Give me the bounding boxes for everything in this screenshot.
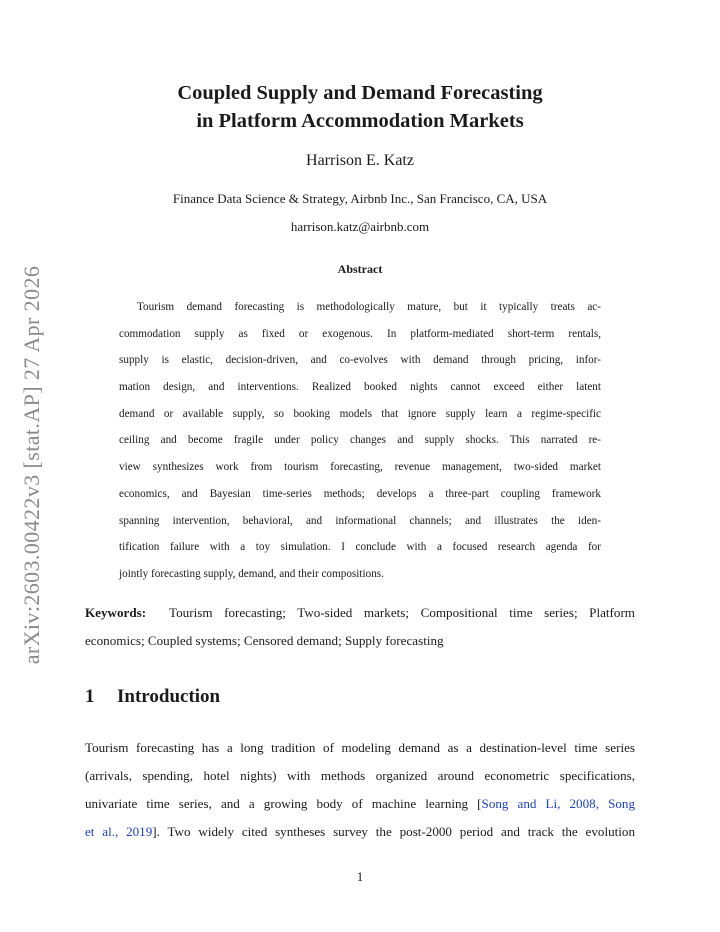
abstract-line: Tourism demand forecasting is methodologically mature, but it typically treats ac- (137, 301, 601, 313)
keywords-line-1 (85, 599, 635, 627)
paper-title (0, 79, 720, 135)
abstract-line: view synthesizes work from tourism forecasting, revenue management, two-sided market (119, 461, 601, 474)
abstract-heading: Abstract (337, 262, 383, 276)
title-line-2: in Platform Accommodation Markets (196, 110, 524, 132)
introduction-paragraph (85, 734, 635, 846)
author-name: Harrison E. Katz (306, 152, 414, 169)
body-line-1: Tourism forecasting has a long tradition of modeling demand as a destination-level time series (85, 740, 635, 755)
citation-separator: , (595, 796, 609, 811)
abstract-line: jointly forecasting supply, demand, and their compositions. (119, 567, 384, 580)
abstract-line: tification failure with a toy simulation. I conclude with a focused research agenda for (119, 541, 601, 554)
abstract-body (119, 294, 601, 588)
abstract-line: commodation supply as fixed or exogenous. In platform-mediated short-term rentals, (119, 327, 601, 340)
abstract-line: mation design, and interventions. Realized booked nights cannot exceed either latent (119, 381, 601, 394)
keywords-text-1: Tourism forecasting; Two-sided markets; Compositional time series; Platform (169, 605, 635, 620)
keywords-label: Keywords: (85, 605, 147, 620)
author-affiliation: Finance Data Science & Strategy, Airbnb Inc., San Francisco, CA, USA (172, 191, 548, 206)
arxiv-identifier: arXiv:2603.00422v3 [stat.AP] 27 Apr 2026 (19, 265, 44, 665)
body-line-2: (arrivals, spending, hotel nights) with methods organized around econometric specifications, (85, 768, 635, 783)
section-number: 1 (85, 686, 95, 707)
abstract-line: economics, and Bayesian time-series methods; develops a three-part coupling framework (119, 487, 601, 500)
body-line-4 (85, 818, 635, 846)
abstract-line: spanning intervention, behavioral, and informational channels; and illustrates the iden- (119, 514, 601, 527)
section-heading (85, 686, 220, 708)
keywords-line-2: economics; Coupled systems; Censored demand; Supply forecasting (85, 633, 444, 648)
page-number: 1 (356, 869, 364, 884)
title-line-1: Coupled Supply and Demand Forecasting (177, 82, 543, 104)
citation-link-song-etal[interactable]: Song (608, 796, 635, 811)
author-email: harrison.katz@airbnb.com (290, 219, 430, 234)
body-line-3 (85, 790, 635, 818)
section-title: Introduction (117, 686, 221, 707)
body-line-3-text: univariate time series, and a growing body of machine learning [ (85, 796, 482, 811)
abstract-line: supply is elastic, decision-driven, and co-evolves with demand through pricing, infor- (119, 354, 601, 367)
body-line-4-text: ]. Two widely cited syntheses survey the post-2000 period and track the evolution (152, 824, 636, 839)
keywords-block (85, 599, 635, 655)
abstract-line: ceiling and become fragile under policy changes and supply shocks. This narrated re- (119, 434, 601, 447)
abstract-line: demand or available supply, so booking models that ignore supply learn a regime-specific (119, 407, 601, 420)
citation-link-song-etal-cont[interactable]: et al., 2019 (85, 824, 153, 839)
citation-link-song-li[interactable]: Song and Li, 2008 (481, 796, 596, 811)
